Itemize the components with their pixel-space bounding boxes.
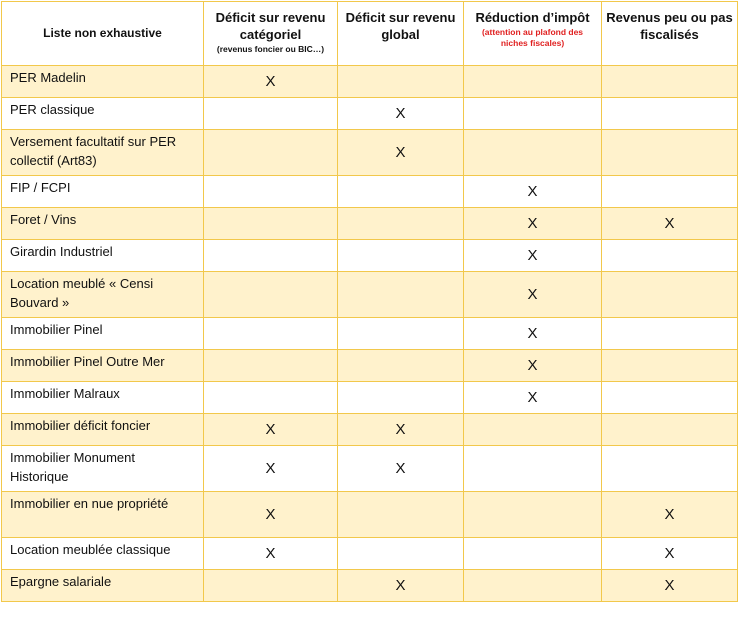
cell-revenus-peu-fiscalises	[602, 130, 738, 176]
row-label: Immobilier en nue propriété	[2, 492, 204, 538]
cell-deficit-global	[338, 272, 464, 318]
header-deficit-categoriel-title: Déficit sur revenu catégoriel	[215, 10, 326, 42]
cell-deficit-categoriel: X	[204, 538, 338, 570]
cell-revenus-peu-fiscalises: X	[602, 492, 738, 538]
row-label: Location meublée classique	[2, 538, 204, 570]
header-reduction-impot	[464, 2, 602, 66]
cell-reduction-impot	[464, 66, 602, 98]
cell-revenus-peu-fiscalises: X	[602, 208, 738, 240]
cell-deficit-categoriel: X	[204, 414, 338, 446]
cell-deficit-global	[338, 538, 464, 570]
cell-deficit-global	[338, 318, 464, 350]
cell-deficit-categoriel	[204, 176, 338, 208]
table-body	[2, 66, 738, 602]
table-row	[2, 414, 738, 446]
table-row	[2, 272, 738, 318]
row-label: Immobilier Pinel Outre Mer	[2, 350, 204, 382]
row-label: Immobilier déficit foncier	[2, 414, 204, 446]
row-label: Immobilier Malraux	[2, 382, 204, 414]
cell-deficit-global: X	[338, 446, 464, 492]
cell-deficit-categoriel: X	[204, 446, 338, 492]
row-label: PER classique	[2, 98, 204, 130]
table-row	[2, 350, 738, 382]
cell-reduction-impot	[464, 538, 602, 570]
cell-reduction-impot: X	[464, 240, 602, 272]
table-row	[2, 240, 738, 272]
cell-deficit-categoriel	[204, 208, 338, 240]
cell-deficit-categoriel	[204, 272, 338, 318]
table-row	[2, 208, 738, 240]
cell-deficit-global	[338, 240, 464, 272]
header-reduction-impot-title: Réduction d’impôt	[475, 10, 590, 25]
table-row	[2, 446, 738, 492]
cell-reduction-impot: X	[464, 318, 602, 350]
cell-revenus-peu-fiscalises	[602, 414, 738, 446]
row-label: Immobilier Pinel	[2, 318, 204, 350]
row-label: FIP / FCPI	[2, 176, 204, 208]
row-label: PER Madelin	[2, 66, 204, 98]
cell-deficit-categoriel	[204, 382, 338, 414]
cell-reduction-impot: X	[464, 350, 602, 382]
cell-deficit-categoriel	[204, 570, 338, 602]
row-label: Immobilier Monument Historique	[2, 446, 204, 492]
table-row	[2, 98, 738, 130]
table-row	[2, 538, 738, 570]
cell-deficit-global	[338, 66, 464, 98]
table-row	[2, 318, 738, 350]
cell-deficit-categoriel: X	[204, 492, 338, 538]
cell-revenus-peu-fiscalises	[602, 66, 738, 98]
cell-deficit-global: X	[338, 130, 464, 176]
cell-deficit-categoriel	[204, 240, 338, 272]
cell-deficit-global: X	[338, 98, 464, 130]
table-row	[2, 570, 738, 602]
row-label: Epargne salariale	[2, 570, 204, 602]
cell-reduction-impot	[464, 446, 602, 492]
header-deficit-global	[338, 2, 464, 66]
row-label: Foret / Vins	[2, 208, 204, 240]
header-deficit-categoriel	[204, 2, 338, 66]
table-row	[2, 66, 738, 98]
cell-reduction-impot: X	[464, 208, 602, 240]
cell-deficit-categoriel	[204, 130, 338, 176]
table-row	[2, 382, 738, 414]
cell-reduction-impot	[464, 414, 602, 446]
row-label: Location meublé « Censi Bouvard »	[2, 272, 204, 318]
cell-revenus-peu-fiscalises	[602, 318, 738, 350]
table-row	[2, 130, 738, 176]
cell-reduction-impot: X	[464, 382, 602, 414]
cell-deficit-categoriel	[204, 350, 338, 382]
cell-revenus-peu-fiscalises: X	[602, 538, 738, 570]
cell-reduction-impot: X	[464, 176, 602, 208]
cell-revenus-peu-fiscalises	[602, 350, 738, 382]
header-reduction-impot-note: (attention au plafond des niches fiscales)	[481, 27, 584, 48]
header-revenus-peu-fiscalises-title: Revenus peu ou pas fiscalisés	[606, 10, 733, 42]
header-deficit-categoriel-note: (revenus foncier ou BIC…)	[216, 44, 325, 54]
cell-deficit-global	[338, 492, 464, 538]
table-row	[2, 176, 738, 208]
cell-reduction-impot	[464, 98, 602, 130]
cell-reduction-impot	[464, 570, 602, 602]
cell-deficit-global	[338, 208, 464, 240]
row-label: Girardin Industriel	[2, 240, 204, 272]
cell-deficit-categoriel	[204, 98, 338, 130]
cell-revenus-peu-fiscalises	[602, 446, 738, 492]
cell-deficit-categoriel	[204, 318, 338, 350]
cell-revenus-peu-fiscalises	[602, 98, 738, 130]
tax-schemes-table	[1, 1, 738, 602]
header-deficit-global-title: Déficit sur revenu global	[345, 10, 456, 42]
header-row	[2, 2, 738, 66]
cell-reduction-impot: X	[464, 272, 602, 318]
row-label: Versement facultatif sur PER collectif (Art83)	[2, 130, 204, 176]
header-revenus-peu-fiscalises	[602, 2, 738, 66]
cell-revenus-peu-fiscalises	[602, 272, 738, 318]
table-row	[2, 492, 738, 538]
cell-reduction-impot	[464, 130, 602, 176]
cell-deficit-global	[338, 382, 464, 414]
cell-revenus-peu-fiscalises: X	[602, 570, 738, 602]
cell-revenus-peu-fiscalises	[602, 382, 738, 414]
header-list-title: Liste non exhaustive	[43, 26, 162, 40]
cell-revenus-peu-fiscalises	[602, 176, 738, 208]
cell-reduction-impot	[464, 492, 602, 538]
cell-deficit-global: X	[338, 570, 464, 602]
cell-deficit-global: X	[338, 414, 464, 446]
cell-deficit-global	[338, 350, 464, 382]
cell-deficit-global	[338, 176, 464, 208]
cell-deficit-categoriel: X	[204, 66, 338, 98]
header-list	[2, 2, 204, 66]
cell-revenus-peu-fiscalises	[602, 240, 738, 272]
